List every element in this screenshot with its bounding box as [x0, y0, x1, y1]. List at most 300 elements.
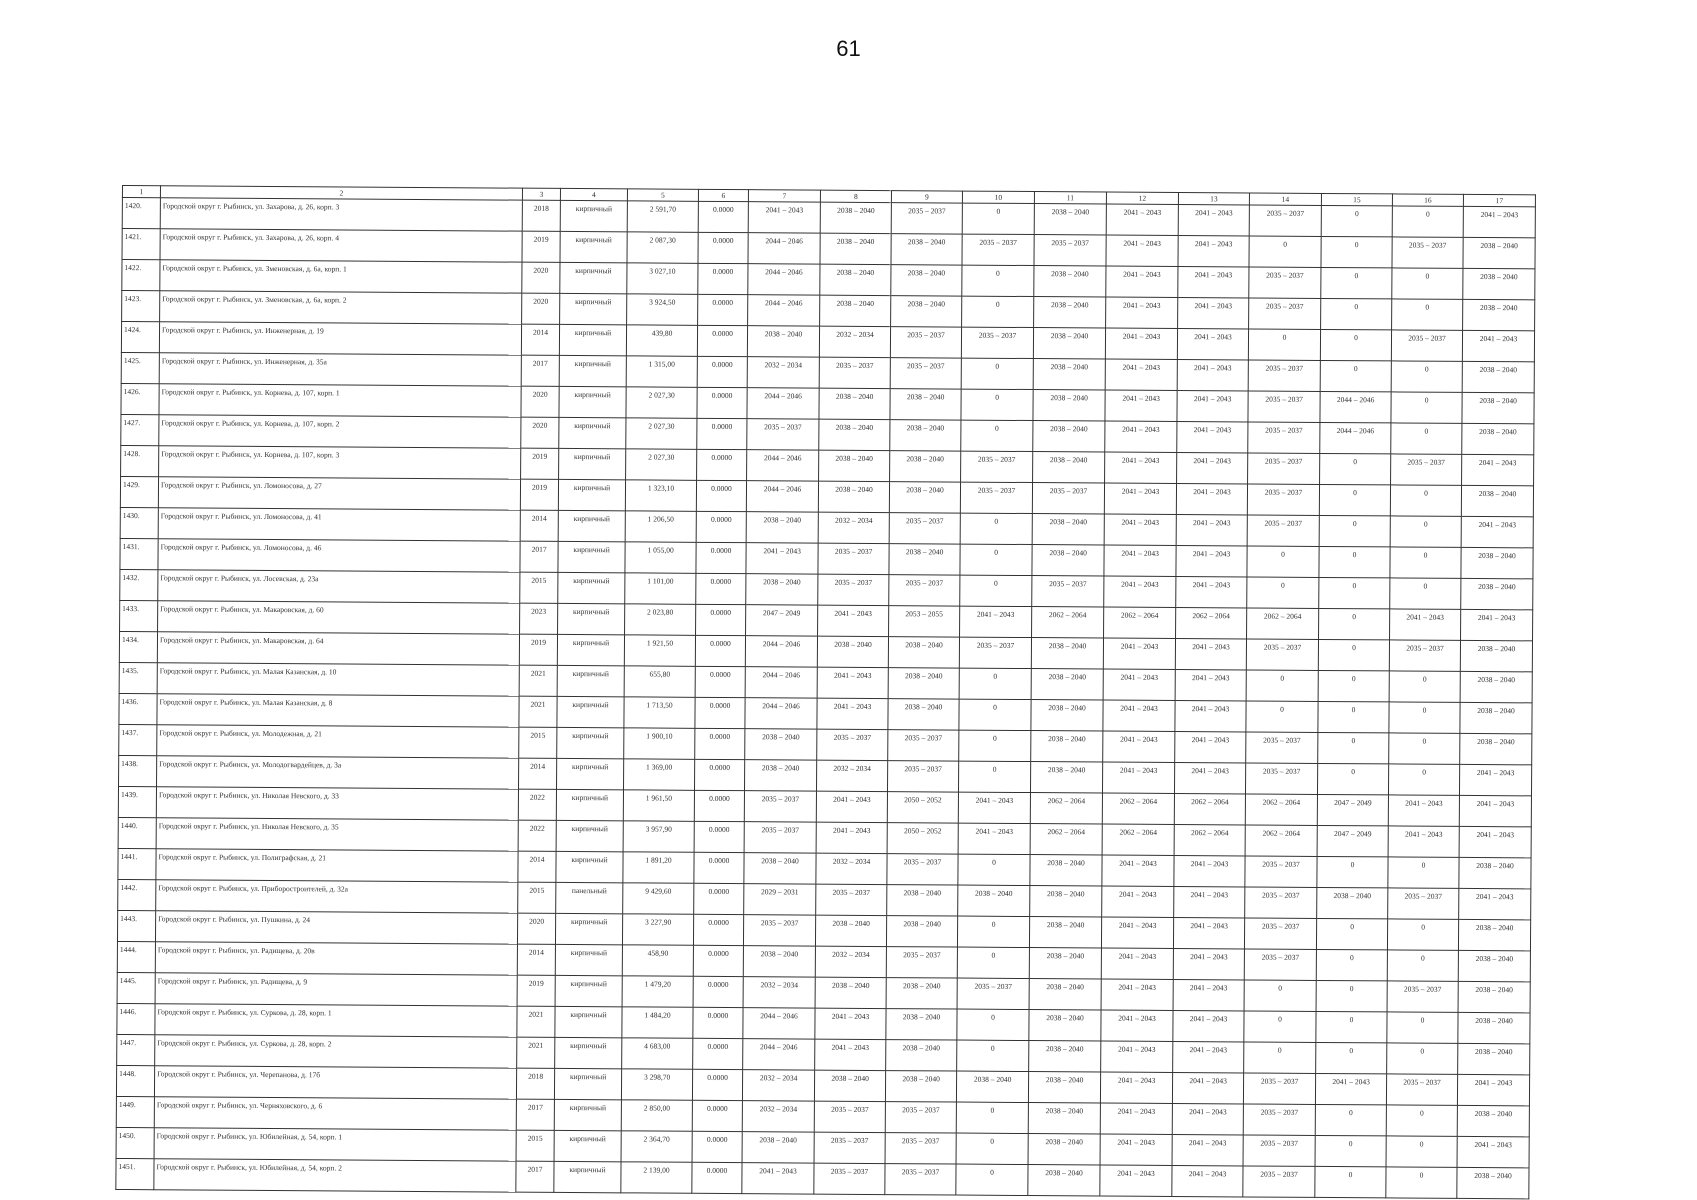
table-cell-col-4: кирпичный — [558, 603, 625, 634]
table-cell-col-6: 0.0000 — [696, 573, 746, 604]
table-cell-col-4: кирпичный — [559, 386, 626, 417]
table-cell-col-13: 2041 – 2043 — [1173, 917, 1244, 948]
table-cell-col-13: 2041 – 2043 — [1178, 236, 1249, 267]
table-cell-col-9: 2038 – 2040 — [886, 1009, 957, 1040]
table-cell-col-3: 2019 — [522, 231, 560, 262]
table-cell-col-1: 1432. — [120, 569, 158, 600]
table-cell-col-3: 2017 — [520, 541, 558, 572]
table-cell-col-4: кирпичный — [558, 541, 625, 572]
table-cell-col-17: 2038 – 2040 — [1457, 1167, 1529, 1198]
table-cell-col-16: 0 — [1386, 1167, 1457, 1198]
table-cell-col-14: 2035 – 2037 — [1245, 763, 1317, 794]
table-cell-col-2: Городской округ г. Рыбинск, ул. Малая Казанская, д. 10 — [157, 663, 519, 696]
table-cell-col-7: 2035 – 2037 — [744, 791, 816, 822]
table-cell-col-2: Городской округ г. Рыбинск, ул. Малая Казанская, д. 8 — [157, 694, 519, 727]
table-cell-col-14: 2035 – 2037 — [1243, 1104, 1315, 1135]
table-cell-col-11: 2038 – 2040 — [1033, 421, 1105, 452]
table-cell-col-7: 2041 – 2043 — [748, 202, 820, 233]
table-cell-col-7: 2044 – 2046 — [743, 1039, 815, 1070]
table-cell-col-9: 2035 – 2037 — [891, 203, 962, 234]
table-cell-col-3: 2017 — [516, 1161, 554, 1192]
table-cell-col-10: 0 — [962, 265, 1034, 296]
table-cell-col-1: 1431. — [120, 538, 158, 569]
table-cell-col-7: 2032 – 2034 — [747, 357, 819, 388]
table-cell-col-4: кирпичный — [560, 262, 627, 293]
table-cell-col-1: 1439. — [118, 786, 156, 817]
table-cell-col-2: Городской округ г. Рыбинск, ул. Суркова, д. 28, корп. 1 — [155, 1004, 517, 1037]
column-header-16: 16 — [1392, 194, 1463, 206]
table-cell-col-12: 2041 – 2043 — [1105, 421, 1177, 452]
table-cell-col-4: кирпичный — [554, 1130, 621, 1161]
table-cell-col-7: 2035 – 2037 — [743, 915, 815, 946]
table-cell-col-9: 2050 – 2052 — [887, 792, 958, 823]
table-cell-col-16: 2041 – 2043 — [1388, 795, 1459, 826]
table-cell-col-9: 2035 – 2037 — [889, 575, 960, 606]
table-cell-col-4: кирпичный — [557, 634, 624, 665]
table-cell-col-16: 2035 – 2037 — [1388, 888, 1459, 919]
table-cell-col-5: 1 323,10 — [625, 480, 696, 511]
table-cell-col-1: 1434. — [119, 631, 157, 662]
table-cell-col-13: 2041 – 2043 — [1176, 484, 1247, 515]
table-cell-col-7: 2032 – 2034 — [742, 1070, 814, 1101]
table-cell-col-16: 0 — [1391, 361, 1462, 392]
table-cell-col-13: 2041 – 2043 — [1177, 329, 1248, 360]
table-cell-col-17: 2038 – 2040 — [1461, 547, 1533, 578]
table-cell-col-17: 2038 – 2040 — [1458, 919, 1530, 950]
table-cell-col-10: 0 — [956, 1164, 1028, 1195]
table-cell-col-3: 2018 — [516, 1068, 554, 1099]
table-cell-col-5: 1 484,20 — [622, 1007, 693, 1038]
table-cell-col-17: 2038 – 2040 — [1460, 733, 1532, 764]
table-cell-col-1: 1426. — [121, 383, 159, 414]
table-cell-col-4: кирпичный — [560, 200, 627, 231]
table-cell-col-3: 2019 — [519, 634, 557, 665]
table-cell-col-13: 2041 – 2043 — [1178, 267, 1249, 298]
table-cell-col-3: 2018 — [522, 200, 560, 231]
table-cell-col-16: 0 — [1389, 671, 1460, 702]
table-cell-col-8: 2035 – 2037 — [819, 357, 890, 388]
table-cell-col-8: 2041 – 2043 — [818, 605, 889, 636]
table-cell-col-3: 2020 — [522, 293, 560, 324]
table-cell-col-4: кирпичный — [558, 510, 625, 541]
table-cell-col-5: 3 957,90 — [623, 821, 694, 852]
table-cell-col-2: Городской округ г. Рыбинск, ул. Николая Невского, д. 35 — [156, 818, 518, 851]
table-cell-col-11: 2038 – 2040 — [1032, 545, 1104, 576]
table-cell-col-6: 0.0000 — [692, 1069, 742, 1100]
table-cell-col-14: 0 — [1247, 546, 1319, 577]
table-cell-col-15: 0 — [1321, 205, 1392, 236]
table-cell-col-7: 2038 – 2040 — [744, 760, 816, 791]
table-cell-col-2: Городской округ г. Рыбинск, ул. Николая Невского, д. 33 — [156, 787, 518, 820]
table-cell-col-2: Городской округ г. Рыбинск, ул. Ломоносова, д. 46 — [158, 539, 520, 572]
table-cell-col-12: 2062 – 2064 — [1104, 607, 1176, 638]
table-cell-col-15: 0 — [1317, 763, 1388, 794]
table-cell-col-12: 2041 – 2043 — [1101, 917, 1173, 948]
table-cell-col-13: 2062 – 2064 — [1174, 793, 1245, 824]
table-cell-col-5: 2 364,70 — [621, 1131, 692, 1162]
table-cell-col-4: кирпичный — [555, 944, 622, 975]
table-cell-col-1: 1451. — [116, 1158, 154, 1189]
table-cell-col-10: 0 — [960, 575, 1032, 606]
table-cell-col-10: 2035 – 2037 — [961, 327, 1033, 358]
column-header-8: 8 — [820, 190, 891, 202]
table-cell-col-4: кирпичный — [557, 696, 624, 727]
table-cell-col-2: Городской округ г. Рыбинск, ул. Макаровская, д. 64 — [157, 632, 519, 665]
table-cell-col-3: 2021 — [519, 696, 557, 727]
table-cell-col-3: 2020 — [521, 386, 559, 417]
table-cell-col-2: Городской округ г. Рыбинск, ул. Корнева, д. 107, корп. 1 — [159, 384, 521, 417]
table-cell-col-1: 1427. — [121, 414, 159, 445]
table-cell-col-12: 2041 – 2043 — [1103, 669, 1175, 700]
table-cell-col-16: 0 — [1390, 547, 1461, 578]
table-cell-col-8: 2032 – 2034 — [816, 760, 887, 791]
table-cell-col-12: 2062 – 2064 — [1102, 793, 1174, 824]
table-cell-col-16: 2035 – 2037 — [1391, 454, 1462, 485]
table-cell-col-6: 0.0000 — [694, 821, 744, 852]
table-cell-col-5: 1 900,10 — [624, 728, 695, 759]
table-cell-col-15: 0 — [1315, 1166, 1386, 1197]
table-cell-col-9: 2035 – 2037 — [885, 1133, 956, 1164]
table-cell-col-13: 2041 – 2043 — [1174, 855, 1245, 886]
table-cell-col-8: 2038 – 2040 — [820, 202, 891, 233]
table-cell-col-4: кирпичный — [557, 758, 624, 789]
table-cell-col-11: 2062 – 2064 — [1030, 824, 1102, 855]
table-cell-col-6: 0.0000 — [698, 294, 748, 325]
table-cell-col-16: 0 — [1389, 733, 1460, 764]
table-cell-col-15: 0 — [1320, 360, 1391, 391]
table-cell-col-5: 439,80 — [626, 325, 697, 356]
table-cell-col-16: 2035 – 2037 — [1391, 330, 1462, 361]
table-cell-col-9: 2035 – 2037 — [890, 327, 961, 358]
table-cell-col-3: 2014 — [521, 324, 559, 355]
table-cell-col-2: Городской округ г. Рыбинск, ул. Радищева, д. 9 — [155, 973, 517, 1006]
table-cell-col-10: 2035 – 2037 — [960, 482, 1032, 513]
table-cell-col-10: 0 — [962, 203, 1034, 234]
table-cell-col-10: 0 — [956, 1102, 1028, 1133]
table-cell-col-11: 2038 – 2040 — [1033, 452, 1105, 483]
table-cell-col-1: 1446. — [117, 1003, 155, 1034]
table-cell-col-9: 2035 – 2037 — [889, 513, 960, 544]
table-cell-col-9: 2050 – 2052 — [887, 823, 958, 854]
table-cell-col-8: 2041 – 2043 — [817, 698, 888, 729]
table-cell-col-12: 2041 – 2043 — [1105, 359, 1177, 390]
table-cell-col-12: 2062 – 2064 — [1102, 824, 1174, 855]
table-cell-col-14: 2035 – 2037 — [1247, 484, 1319, 515]
table-cell-col-14: 2035 – 2037 — [1248, 453, 1320, 484]
table-cell-col-10: 2035 – 2037 — [961, 451, 1033, 482]
table-cell-col-14: 2035 – 2037 — [1249, 267, 1321, 298]
table-cell-col-10: 0 — [956, 1133, 1028, 1164]
table-cell-col-16: 0 — [1387, 1043, 1458, 1074]
table-cell-col-9: 2038 – 2040 — [888, 637, 959, 668]
table-cell-col-10: 0 — [960, 513, 1032, 544]
table-cell-col-14: 2035 – 2037 — [1246, 639, 1318, 670]
table-cell-col-7: 2044 – 2046 — [746, 481, 818, 512]
table-cell-col-6: 0.0000 — [694, 790, 744, 821]
table-cell-col-8: 2038 – 2040 — [819, 419, 890, 450]
table-cell-col-13: 2062 – 2064 — [1174, 824, 1245, 855]
table-cell-col-7: 2038 – 2040 — [746, 574, 818, 605]
table-cell-col-5: 2 027,30 — [626, 449, 697, 480]
table-cell-col-6: 0.0000 — [693, 914, 743, 945]
table-cell-col-6: 0.0000 — [696, 604, 746, 635]
table-cell-col-5: 2 023,80 — [625, 604, 696, 635]
table-cell-col-2: Городской округ г. Рыбинск, ул. Молодежная, д. 21 — [157, 725, 519, 758]
table-cell-col-2: Городской округ г. Рыбинск, ул. Инженерная, д. 35а — [159, 353, 521, 386]
table-cell-col-3: 2022 — [518, 789, 556, 820]
table-cell-col-4: кирпичный — [555, 1037, 622, 1068]
table-cell-col-13: 2041 – 2043 — [1173, 948, 1244, 979]
table-cell-col-12: 2041 – 2043 — [1104, 483, 1176, 514]
table-cell-col-11: 2035 – 2037 — [1032, 483, 1104, 514]
column-header-9: 9 — [891, 191, 962, 203]
table-cell-col-15: 0 — [1321, 298, 1392, 329]
table-cell-col-15: 0 — [1316, 1042, 1387, 1073]
table-cell-col-15: 0 — [1316, 918, 1387, 949]
table-cell-col-4: панельный — [556, 882, 623, 913]
table-cell-col-2: Городской округ г. Рыбинск, ул. Радищева, д. 20в — [155, 942, 517, 975]
table-cell-col-4: кирпичный — [556, 789, 623, 820]
table-cell-col-17: 2038 – 2040 — [1462, 361, 1534, 392]
table-cell-col-9: 2035 – 2037 — [887, 761, 958, 792]
table-cell-col-2: Городской округ г. Рыбинск, ул. Молодогвардейцев, д. 3а — [157, 756, 519, 789]
column-header-4: 4 — [560, 188, 627, 200]
table-cell-col-8: 2038 – 2040 — [817, 636, 888, 667]
table-cell-col-10: 2041 – 2043 — [960, 606, 1032, 637]
table-cell-col-2: Городской округ г. Рыбинск, ул. Черепанова, д. 17б — [154, 1066, 516, 1099]
table-cell-col-9: 2038 – 2040 — [890, 451, 961, 482]
table-cell-col-1: 1430. — [120, 507, 158, 538]
table-cell-col-1: 1442. — [118, 879, 156, 910]
table-cell-col-1: 1435. — [119, 662, 157, 693]
table-cell-col-14: 2035 – 2037 — [1249, 205, 1321, 236]
table-cell-col-12: 2041 – 2043 — [1105, 452, 1177, 483]
table-cell-col-17: 2038 – 2040 — [1457, 1105, 1529, 1136]
table-cell-col-3: 2021 — [517, 1037, 555, 1068]
table-cell-col-2: Городской округ г. Рыбинск, ул. Захарова, д. 26, корп. 4 — [160, 229, 522, 262]
table-cell-col-4: кирпичный — [555, 913, 622, 944]
table-cell-col-8: 2035 – 2037 — [814, 1163, 885, 1194]
table-cell-col-15: 0 — [1320, 329, 1391, 360]
table-cell-col-3: 2014 — [517, 944, 555, 975]
table-cell-col-17: 2038 – 2040 — [1463, 268, 1535, 299]
table-cell-col-8: 2038 – 2040 — [814, 1070, 885, 1101]
table-cell-col-13: 2041 – 2043 — [1175, 700, 1246, 731]
table-cell-col-14: 0 — [1247, 577, 1319, 608]
table-cell-col-10: 0 — [961, 358, 1033, 389]
table-cell-col-7: 2038 – 2040 — [743, 946, 815, 977]
table-cell-col-10: 2041 – 2043 — [958, 792, 1030, 823]
table-cell-col-4: кирпичный — [559, 417, 626, 448]
table-cell-col-15: 2047 – 2049 — [1317, 794, 1388, 825]
table-cell-col-16: 0 — [1392, 268, 1463, 299]
table-cell-col-12: 2041 – 2043 — [1106, 266, 1178, 297]
table-cell-col-17: 2038 – 2040 — [1458, 1012, 1530, 1043]
table-cell-col-13: 2041 – 2043 — [1173, 1041, 1244, 1072]
table-cell-col-4: кирпичный — [559, 448, 626, 479]
table-cell-col-10: 0 — [957, 1040, 1029, 1071]
table-cell-col-1: 1449. — [116, 1096, 154, 1127]
table-cell-col-1: 1436. — [119, 693, 157, 724]
table-cell-col-6: 0.0000 — [694, 759, 744, 790]
table-cell-col-4: кирпичный — [560, 231, 627, 262]
table-cell-col-15: 2041 – 2043 — [1315, 1073, 1386, 1104]
table-cell-col-7: 2029 – 2031 — [744, 884, 816, 915]
table-cell-col-7: 2047 – 2049 — [746, 605, 818, 636]
table-cell-col-3: 2023 — [520, 603, 558, 634]
column-header-2: 2 — [160, 186, 522, 200]
table-cell-col-15: 2044 – 2046 — [1320, 391, 1391, 422]
table-cell-col-4: кирпичный — [557, 665, 624, 696]
table-cell-col-15: 0 — [1316, 1011, 1387, 1042]
table-cell-col-15: 2038 – 2040 — [1317, 887, 1388, 918]
column-header-7: 7 — [748, 190, 820, 202]
table-cell-col-16: 0 — [1387, 950, 1458, 981]
column-header-13: 13 — [1178, 193, 1249, 205]
table-cell-col-16: 2035 – 2037 — [1387, 981, 1458, 1012]
table-cell-col-9: 2035 – 2037 — [885, 1164, 956, 1195]
table-cell-col-10: 0 — [961, 389, 1033, 420]
table-cell-col-16: 2035 – 2037 — [1386, 1074, 1457, 1105]
table-cell-col-7: 2044 – 2046 — [743, 1008, 815, 1039]
table-cell-col-9: 2038 – 2040 — [887, 885, 958, 916]
table-cell-col-14: 2035 – 2037 — [1247, 515, 1319, 546]
table-cell-col-17: 2041 – 2043 — [1463, 206, 1535, 237]
table-cell-col-6: 0.0000 — [693, 1038, 743, 1069]
table-cell-col-4: кирпичный — [555, 1006, 622, 1037]
table-cell-col-14: 2035 – 2037 — [1246, 732, 1318, 763]
table-cell-col-13: 2041 – 2043 — [1173, 1010, 1244, 1041]
table-cell-col-15: 0 — [1318, 639, 1389, 670]
column-header-15: 15 — [1321, 193, 1392, 205]
table-cell-col-14: 0 — [1249, 236, 1321, 267]
table-cell-col-14: 2035 – 2037 — [1245, 856, 1317, 887]
table-cell-col-9: 2038 – 2040 — [885, 1071, 956, 1102]
table-cell-col-9: 2038 – 2040 — [888, 699, 959, 730]
table-cell-col-5: 1 369,00 — [623, 759, 694, 790]
table-cell-col-11: 2038 – 2040 — [1029, 948, 1101, 979]
table-cell-col-15: 0 — [1319, 577, 1390, 608]
table-cell-col-15: 0 — [1319, 546, 1390, 577]
table-cell-col-8: 2035 – 2037 — [816, 884, 887, 915]
table-cell-col-2: Городской округ г. Рыбинск, ул. Пушкина, д. 24 — [155, 911, 517, 944]
table-cell-col-3: 2020 — [522, 262, 560, 293]
table-cell-col-1: 1420. — [122, 198, 160, 229]
table-cell-col-9: 2038 – 2040 — [886, 916, 957, 947]
table-cell-col-11: 2038 – 2040 — [1033, 359, 1105, 390]
table-cell-col-3: 2014 — [518, 851, 556, 882]
table-cell-col-5: 2 087,30 — [627, 232, 698, 263]
table-cell-col-16: 0 — [1391, 392, 1462, 423]
table-cell-col-16: 0 — [1386, 1105, 1457, 1136]
table-cell-col-14: 2035 – 2037 — [1248, 360, 1320, 391]
capital-repair-schedule-table — [115, 185, 1536, 1199]
table-cell-col-1: 1429. — [120, 476, 158, 507]
table-cell-col-7: 2038 – 2040 — [745, 729, 817, 760]
table-cell-col-4: кирпичный — [556, 851, 623, 882]
table-cell-col-17: 2038 – 2040 — [1461, 485, 1533, 516]
table-cell-col-15: 0 — [1320, 453, 1391, 484]
table-cell-col-14: 2035 – 2037 — [1245, 887, 1317, 918]
table-cell-col-13: 2041 – 2043 — [1176, 576, 1247, 607]
table-cell-col-14: 0 — [1248, 329, 1320, 360]
table-cell-col-10: 0 — [959, 668, 1031, 699]
table-cell-col-5: 655,80 — [624, 666, 695, 697]
table-cell-col-12: 2041 – 2043 — [1101, 948, 1173, 979]
table-cell-col-3: 2021 — [517, 1006, 555, 1037]
table-cell-col-10: 0 — [957, 947, 1029, 978]
table-cell-col-12: 2041 – 2043 — [1104, 545, 1176, 576]
table-cell-col-11: 2038 – 2040 — [1029, 1041, 1101, 1072]
table-cell-col-11: 2038 – 2040 — [1028, 1134, 1100, 1165]
table-cell-col-5: 2 027,30 — [626, 418, 697, 449]
table-cell-col-15: 0 — [1321, 236, 1392, 267]
table-cell-col-2: Городской округ г. Рыбинск, ул. Корнева, д. 107, корп. 3 — [159, 446, 521, 479]
table-cell-col-17: 2038 – 2040 — [1459, 857, 1531, 888]
table-cell-col-17: 2041 – 2043 — [1462, 330, 1534, 361]
table-cell-col-15: 0 — [1318, 701, 1389, 732]
table-cell-col-7: 2044 – 2046 — [747, 388, 819, 419]
table-cell-col-9: 2035 – 2037 — [887, 854, 958, 885]
table-cell-col-16: 0 — [1392, 206, 1463, 237]
table-cell-col-2: Городской округ г. Рыбинск, ул. Приборостроителей, д. 32а — [156, 880, 518, 913]
table-cell-col-11: 2038 – 2040 — [1031, 638, 1103, 669]
table-cell-col-6: 0.0000 — [693, 945, 743, 976]
table-cell-col-17: 2041 – 2043 — [1459, 795, 1531, 826]
table-cell-col-11: 2038 – 2040 — [1030, 855, 1102, 886]
table-cell-col-12: 2041 – 2043 — [1103, 638, 1175, 669]
table-cell-col-9: 2035 – 2037 — [890, 358, 961, 389]
table-cell-col-1: 1441. — [118, 848, 156, 879]
table-cell-col-17: 2038 – 2040 — [1458, 1043, 1530, 1074]
table-cell-col-5: 1 713,50 — [624, 697, 695, 728]
table-cell-col-13: 2041 – 2043 — [1175, 669, 1246, 700]
table-cell-col-6: 0.0000 — [695, 666, 745, 697]
table-cell-col-8: 2038 – 2040 — [815, 915, 886, 946]
table-cell-col-12: 2041 – 2043 — [1100, 1134, 1172, 1165]
table-cell-col-10: 0 — [957, 1009, 1029, 1040]
column-header-10: 10 — [962, 191, 1034, 203]
table-cell-col-6: 0.0000 — [693, 976, 743, 1007]
table-cell-col-11: 2038 – 2040 — [1028, 1103, 1100, 1134]
column-header-17: 17 — [1463, 194, 1535, 206]
table-cell-col-6: 0.0000 — [695, 728, 745, 759]
table-cell-col-11: 2038 – 2040 — [1032, 514, 1104, 545]
table-cell-col-8: 2038 – 2040 — [820, 295, 891, 326]
table-cell-col-8: 2038 – 2040 — [820, 233, 891, 264]
table-cell-col-8: 2035 – 2037 — [814, 1132, 885, 1163]
table-cell-col-15: 0 — [1319, 608, 1390, 639]
table-cell-col-13: 2041 – 2043 — [1174, 762, 1245, 793]
table-cell-col-8: 2041 – 2043 — [816, 791, 887, 822]
table-cell-col-6: 0.0000 — [697, 325, 747, 356]
table-cell-col-6: 0.0000 — [697, 418, 747, 449]
table-cell-col-6: 0.0000 — [698, 232, 748, 263]
table-cell-col-11: 2038 – 2040 — [1034, 266, 1106, 297]
table-cell-col-15: 0 — [1317, 856, 1388, 887]
table-cell-col-5: 3 227,90 — [622, 914, 693, 945]
table-cell-col-2: Городской округ г. Рыбинск, ул. Ломоносова, д. 41 — [158, 508, 520, 541]
table-cell-col-11: 2035 – 2037 — [1034, 235, 1106, 266]
table-cell-col-15: 0 — [1316, 949, 1387, 980]
table-cell-col-3: 2015 — [519, 727, 557, 758]
table-cell-col-3: 2021 — [519, 665, 557, 696]
table-cell-col-2: Городской округ г. Рыбинск, ул. Полиграфская, д. 21 — [156, 849, 518, 882]
table-cell-col-5: 1 921,50 — [624, 635, 695, 666]
table-cell-col-9: 2038 – 2040 — [891, 265, 962, 296]
table-cell-col-12: 2041 – 2043 — [1105, 390, 1177, 421]
table-cell-col-15: 2044 – 2046 — [1320, 422, 1391, 453]
